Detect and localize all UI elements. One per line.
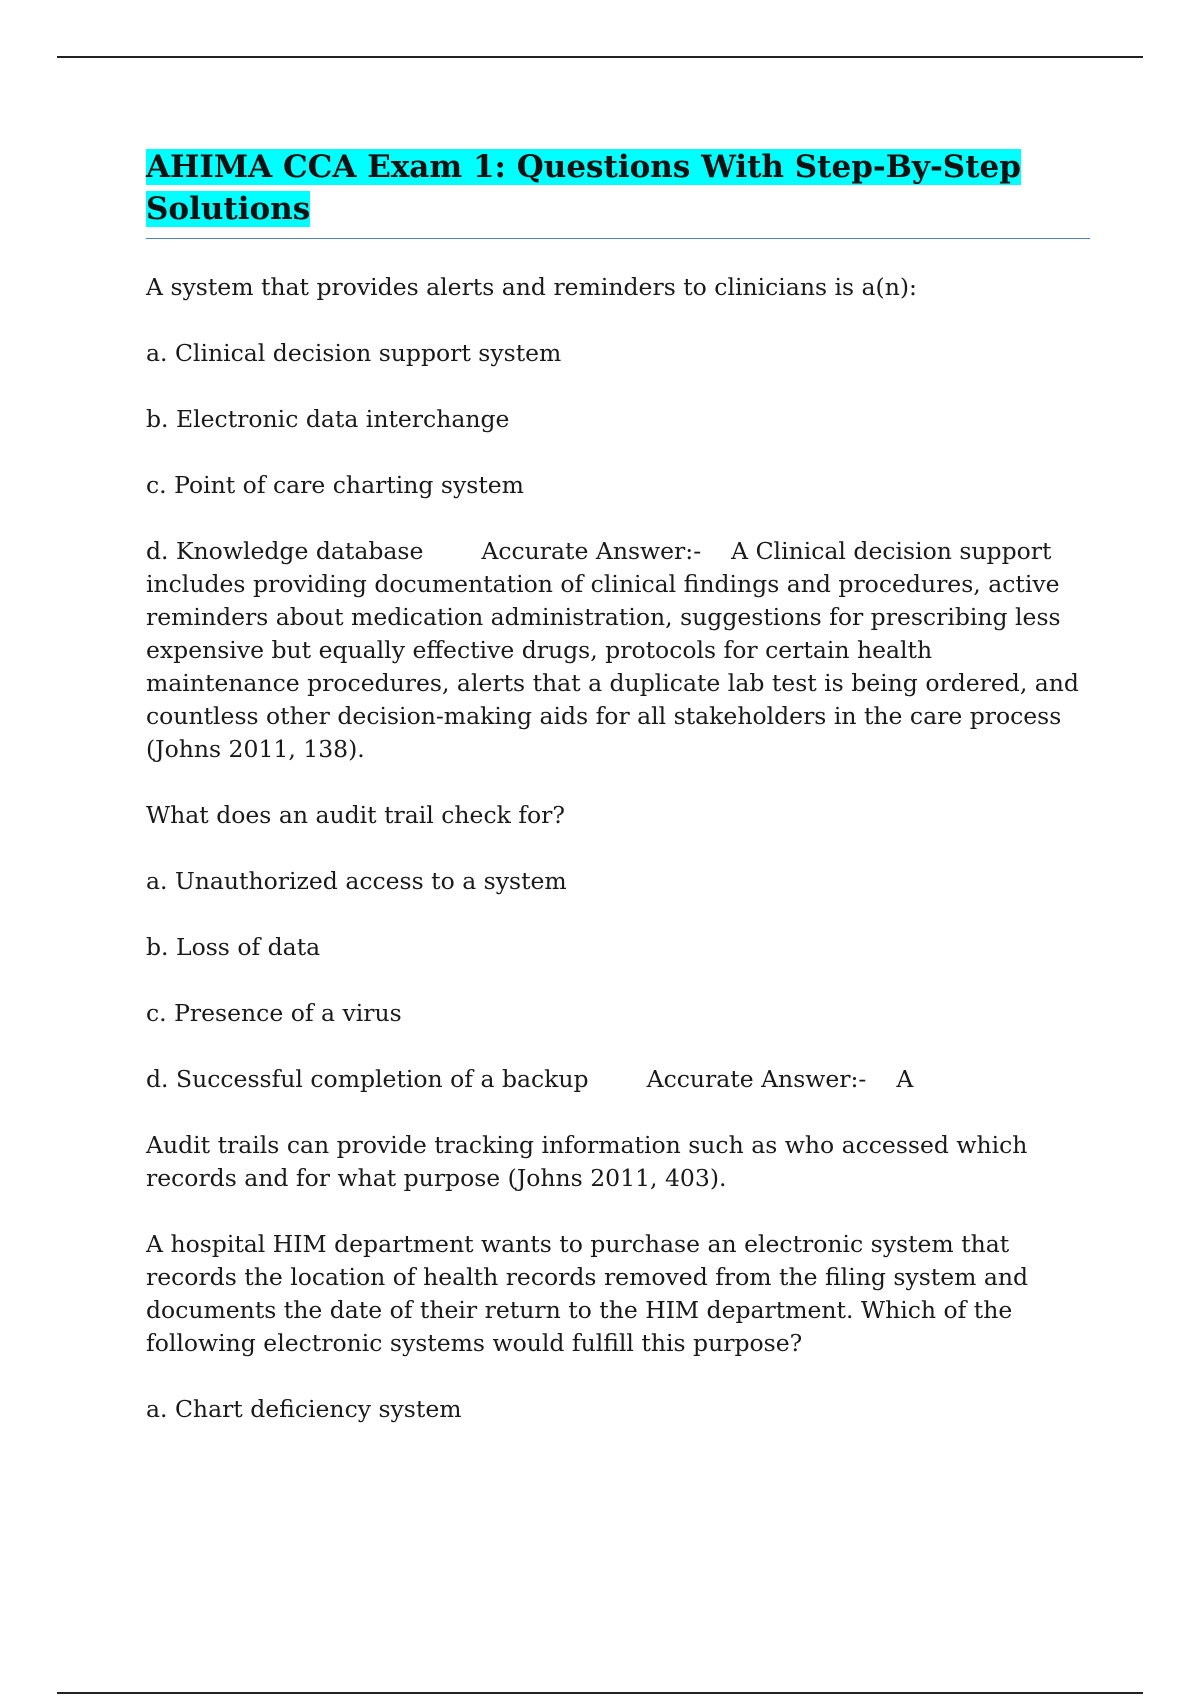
q1-question: A system that provides alerts and reminders to clinicians is a(n): [146, 273, 917, 301]
q2-question: What does an audit trail check for? [146, 801, 566, 829]
q3-question: A hospital HIM department wants to purchase an electronic system that records the location of health records removed from the filing system and documents the date of their return to the HIM department. Which of the following electronic systems would fulfill this purpose? [146, 1230, 1029, 1357]
q1-option-d: d. Knowledge database [146, 537, 424, 565]
q2-answer-label: Accurate Answer:- [646, 1065, 867, 1093]
q1-option-b: b. Electronic data interchange [146, 405, 510, 433]
title-block [146, 146, 1090, 239]
q1-answer-label: Accurate Answer:- [481, 537, 702, 565]
document-title-text: AHIMA CCA Exam 1: Questions With Step-By-Step Solutions [146, 149, 1021, 227]
q1-answer: A Clinical decision support includes providing documentation of clinical findings and procedures, active reminders about medication administration, suggestions for prescribing less expensive but equally effective drugs, protocols for certain health maintenance procedures, alerts that a duplicate lab test is being ordered, and countless other decision-making aids for all stakeholders in the care process (Johns 2011, 138). [146, 537, 1079, 763]
q1-option-d-with-answer [146, 535, 1090, 766]
page-top-rule [57, 56, 1143, 58]
q1-option-c: c. Point of care charting system [146, 471, 524, 499]
q2-explanation: Audit trails can provide tracking information such as who accessed which records and for what purpose (Johns 2011, 403). [146, 1131, 1028, 1192]
q2-option-c: c. Presence of a virus [146, 999, 402, 1027]
q1-option-a: a. Clinical decision support system [146, 339, 562, 367]
q2-option-a: a. Unauthorized access to a system [146, 867, 567, 895]
q2-option-d-with-answer [146, 1063, 1090, 1096]
document-title [146, 146, 1090, 230]
q2-option-b: b. Loss of data [146, 933, 321, 961]
q2-option-d: d. Successful completion of a backup [146, 1065, 589, 1093]
q3-option-a: a. Chart deficiency system [146, 1395, 462, 1423]
page-bottom-rule [57, 1692, 1143, 1694]
document-body [146, 146, 1090, 1459]
q2-answer: A [896, 1065, 914, 1093]
